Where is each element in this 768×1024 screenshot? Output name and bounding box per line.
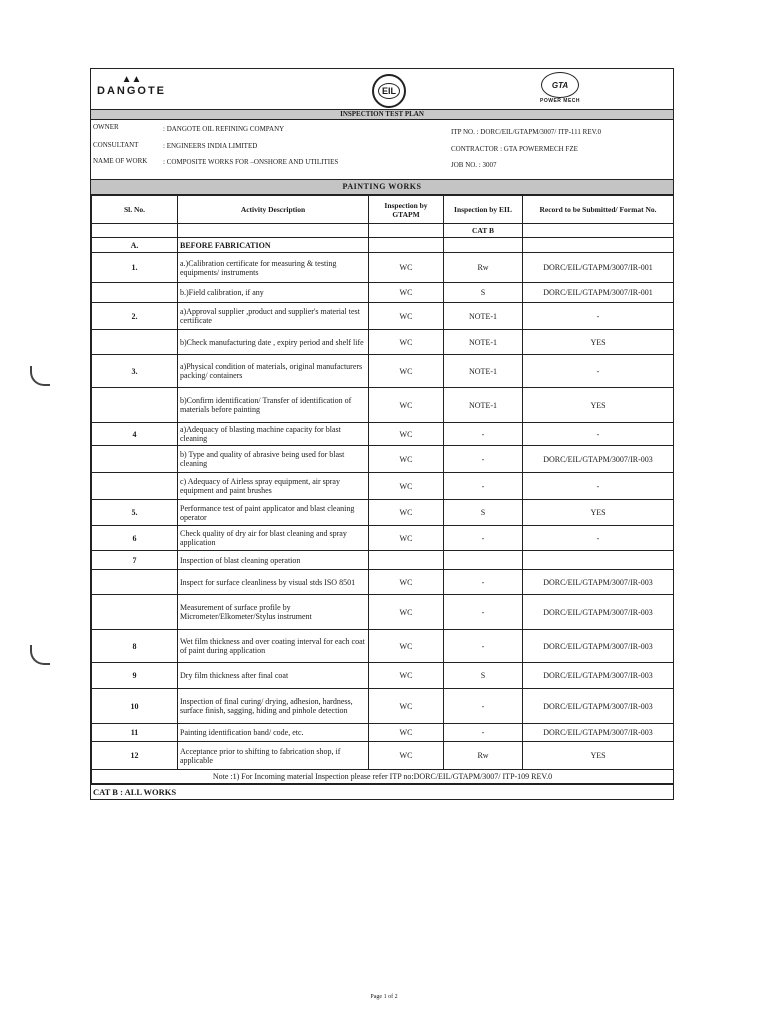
row-gtapm: WC [369,630,444,663]
row-gtapm: WC [369,388,444,423]
table-row [92,742,674,770]
row-eil: NOTE-1 [444,388,523,423]
row-activity: a)Approval supplier ,product and supplier's material test certificate [178,303,369,330]
table-row [92,388,674,423]
row-gtapm: WC [369,423,444,446]
row-record: DORC/EIL/GTAPM/3007/IR-003 [523,595,674,630]
table-row [92,330,674,355]
document-title: INSPECTION TEST PLAN [91,110,673,120]
table-row [92,663,674,689]
row-eil: - [444,526,523,551]
page-number: Page 1 of 2 [370,994,398,1000]
row-sl-number: 6 [92,526,178,551]
row-record: - [523,355,674,388]
section-a-title: BEFORE FABRICATION [178,238,369,253]
consultant-value: : ENGINEERS INDIA LIMITED [163,142,258,150]
row-eil: Rw [444,253,523,283]
cat-label: CAT B [444,224,523,238]
row-sl-number [92,473,178,500]
row-sl-number: 9 [92,663,178,689]
table-row [92,355,674,388]
note-row [92,770,674,784]
row-eil: NOTE-1 [444,303,523,330]
row-gtapm: WC [369,742,444,770]
table-row [92,526,674,551]
row-activity: Inspect for surface cleanliness by visual stds ISO 8501 [178,570,369,595]
inspection-test-plan-document [90,68,674,800]
col-header-sl: Sl. No. [92,196,178,224]
row-sl-number: 10 [92,689,178,724]
table-row [92,551,674,570]
cat-row-empty [178,224,369,238]
row-record: - [523,423,674,446]
row-record: DORC/EIL/GTAPM/3007/IR-001 [523,283,674,303]
row-activity: Inspection of blast cleaning operation [178,551,369,570]
table-row [92,630,674,663]
row-sl-number: 7 [92,551,178,570]
row-activity: Painting identification band/ code, etc. [178,724,369,742]
col-header-record: Record to be Submitted/ Format No. [523,196,674,224]
col-header-activity: Activity Description [178,196,369,224]
row-gtapm: WC [369,570,444,595]
row-record: DORC/EIL/GTAPM/3007/IR-003 [523,724,674,742]
row-record: - [523,473,674,500]
row-sl-number: 11 [92,724,178,742]
row-sl-number: 12 [92,742,178,770]
category-footer: CAT B : ALL WORKS [91,784,673,799]
row-record: DORC/EIL/GTAPM/3007/IR-003 [523,446,674,473]
gta-logo-ring [541,72,579,98]
row-eil: - [444,473,523,500]
row-eil: - [444,595,523,630]
table-row [92,595,674,630]
table-row [92,423,674,446]
row-sl-number: 8 [92,630,178,663]
row-sl-number [92,283,178,303]
row-record [523,551,674,570]
gta-logo-subtitle: POWER MECH [540,98,580,104]
row-eil: S [444,663,523,689]
row-sl-number [92,330,178,355]
row-eil [444,551,523,570]
project-meta [91,120,673,180]
row-record: YES [523,388,674,423]
row-activity: a.)Calibration certificate for measuring & testing equipments/ instruments [178,253,369,283]
row-activity: Check quality of dry air for blast cleaning and spray application [178,526,369,551]
row-eil: S [444,283,523,303]
dangote-emblem-icon: ▲▲ [121,74,142,85]
row-record: YES [523,500,674,526]
cat-row-empty [369,224,444,238]
row-sl-number [92,595,178,630]
scan-punch-mark [30,366,50,386]
eil-logo-text: EIL [378,83,400,99]
row-eil: S [444,500,523,526]
table-row [92,500,674,526]
row-activity: a)Adequacy of blasting machine capacity for blast cleaning [178,423,369,446]
row-eil: - [444,689,523,724]
row-gtapm: WC [369,595,444,630]
table-row [92,253,674,283]
note-text: Note :1) For Incoming material Inspection please refer ITP no:DORC/EIL/GTAPM/3007/ ITP-109 REV.0 [92,770,674,784]
row-gtapm: WC [369,253,444,283]
row-activity: Wet film thickness and over coating interval for each coat of paint during application [178,630,369,663]
table-row [92,570,674,595]
row-activity: b.)Field calibration, if any [178,283,369,303]
row-activity: a)Physical condition of materials, original manufacturers packing/ containers [178,355,369,388]
row-gtapm: WC [369,689,444,724]
table-row [92,724,674,742]
inspection-rows [92,253,674,770]
cat-row-empty [92,224,178,238]
row-record: DORC/EIL/GTAPM/3007/IR-003 [523,570,674,595]
row-sl-number [92,570,178,595]
row-activity: Measurement of surface profile by Micrometer/Elkometer/Stylus instrument [178,595,369,630]
row-eil: - [444,630,523,663]
row-gtapm: WC [369,355,444,388]
row-record: - [523,526,674,551]
table-row [92,303,674,330]
row-gtapm: WC [369,446,444,473]
row-record: DORC/EIL/GTAPM/3007/IR-003 [523,630,674,663]
row-sl-number: 5. [92,500,178,526]
inspection-table [91,195,674,784]
empty-cell [369,238,444,253]
section-title: PAINTING WORKS [91,180,673,195]
logo-row [91,69,673,110]
row-sl-number [92,388,178,423]
row-eil: - [444,446,523,473]
owner-label: OWNER [93,123,119,131]
row-sl-number [92,446,178,473]
section-a-row [92,238,674,253]
row-gtapm [369,551,444,570]
itp-number: ITP NO. : DORC/EIL/GTAPM/3007/ ITP-111 REV.0 [451,128,602,136]
job-number: JOB NO. : 3007 [451,161,497,169]
table-row [92,473,674,500]
cat-row-empty [523,224,674,238]
row-eil: NOTE-1 [444,355,523,388]
row-record: DORC/EIL/GTAPM/3007/IR-003 [523,663,674,689]
section-a-sl: A. [92,238,178,253]
row-sl-number: 4 [92,423,178,446]
row-activity: b) Type and quality of abrasive being used for blast cleaning [178,446,369,473]
table-row [92,689,674,724]
row-activity: b)Confirm identification/ Transfer of identification of materials before painting [178,388,369,423]
row-activity: Acceptance prior to shifting to fabrication shop, if applicable [178,742,369,770]
empty-cell [523,238,674,253]
row-record: YES [523,330,674,355]
row-gtapm: WC [369,330,444,355]
row-activity: c) Adequacy of Airless spray equipment, air spray equipment and paint brushes [178,473,369,500]
eil-logo [372,74,406,108]
row-gtapm: WC [369,473,444,500]
owner-value: : DANGOTE OIL REFINING COMPANY [163,125,285,133]
dangote-logo [97,75,166,97]
table-row [92,283,674,303]
row-eil: - [444,724,523,742]
work-value: : COMPOSITE WORKS FOR –ONSHORE AND UTILITIES [163,158,339,166]
row-sl-number: 3. [92,355,178,388]
row-sl-number: 1. [92,253,178,283]
work-label: NAME OF WORK [93,157,148,165]
contractor: CONTRACTOR : GTA POWERMECH FZE [451,145,578,153]
row-gtapm: WC [369,303,444,330]
gta-logo [535,72,585,104]
gta-logo-text: GTA [551,80,569,90]
row-eil: - [444,423,523,446]
scan-punch-mark [30,645,50,665]
row-activity: Dry film thickness after final coat [178,663,369,689]
row-activity: Inspection of final curing/ drying, adhesion, hardness, surface finish, sagging, hiding and pinhole detection [178,689,369,724]
row-record: DORC/EIL/GTAPM/3007/IR-001 [523,253,674,283]
dangote-logo-text: DANGOTE [97,85,166,97]
empty-cell [444,238,523,253]
row-eil: Rw [444,742,523,770]
row-sl-number: 2. [92,303,178,330]
consultant-label: CONSULTANT [93,141,139,149]
row-record: YES [523,742,674,770]
row-eil: NOTE-1 [444,330,523,355]
col-header-gtapm: Inspection by GTAPM [369,196,444,224]
col-header-eil: Inspection by EIL [444,196,523,224]
row-gtapm: WC [369,663,444,689]
row-record: DORC/EIL/GTAPM/3007/IR-003 [523,689,674,724]
table-row [92,446,674,473]
row-gtapm: WC [369,724,444,742]
row-gtapm: WC [369,283,444,303]
row-gtapm: WC [369,500,444,526]
row-activity: b)Check manufacturing date , expiry period and shelf life [178,330,369,355]
row-eil: - [444,570,523,595]
row-gtapm: WC [369,526,444,551]
row-activity: Performance test of paint applicator and blast cleaning operator [178,500,369,526]
row-record: - [523,303,674,330]
